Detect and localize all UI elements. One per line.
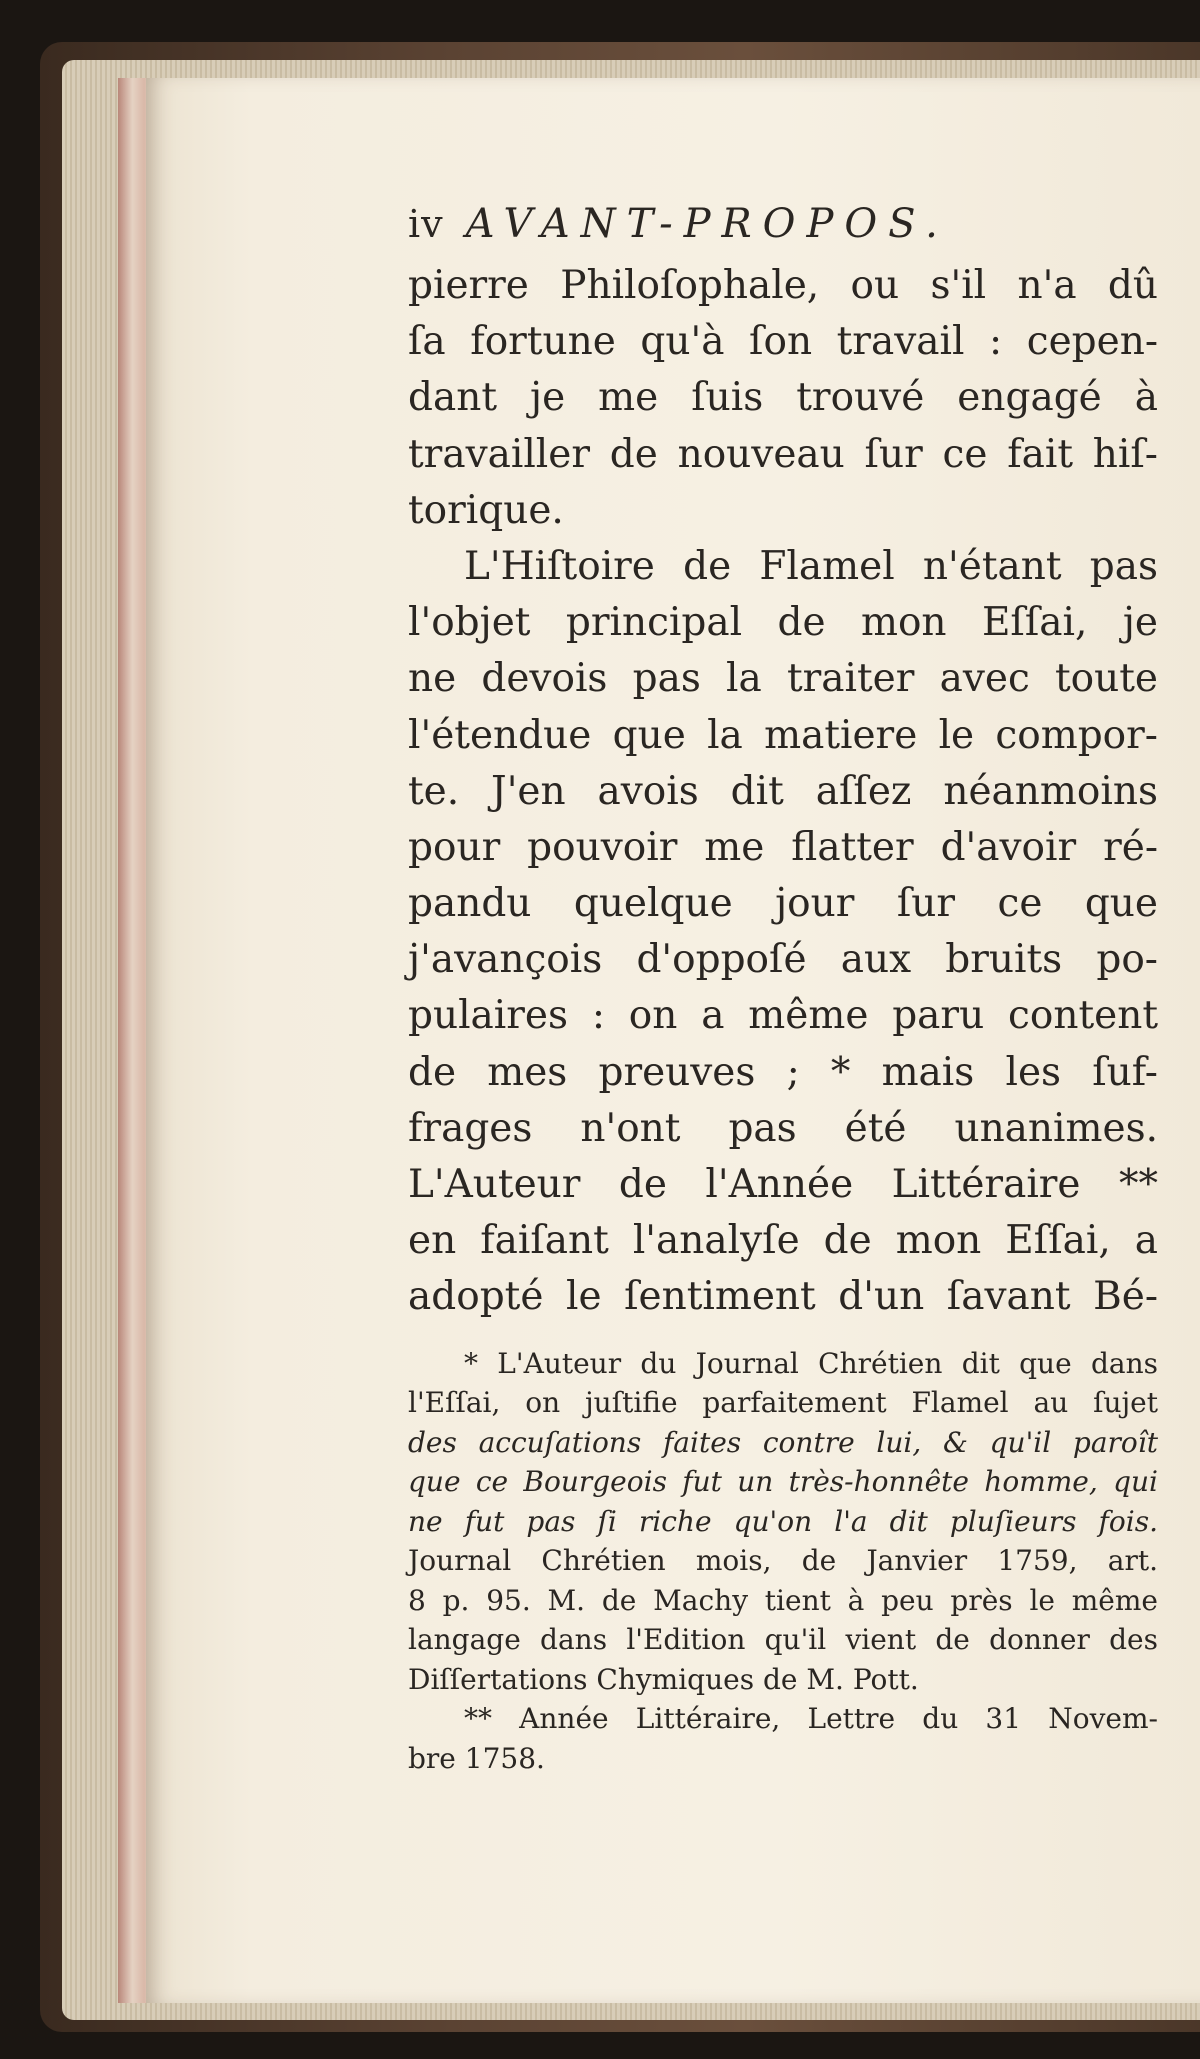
running-title: AVANT-PROPOS. [465, 201, 949, 247]
text-line: pour pouvoir me flatter d'avoir ré- [408, 824, 1158, 870]
page-content [408, 196, 1158, 1778]
page-header [408, 196, 1158, 256]
text-line: l'objet principal de mon Eſſai, je [408, 600, 1158, 646]
text-line: torique. [408, 487, 564, 533]
footnote-line: 8 p. 95. M. de Machy tient à peu près le même [408, 1583, 1158, 1617]
footnote-line: Journal Chrétien mois, de Janvier 1759, art. [408, 1544, 1158, 1578]
page-number: iv [408, 202, 444, 246]
text-line: en faiſant l'analyſe de mon Eſſai, a [408, 1218, 1158, 1264]
text-line: L'Hiſtoire de Flamel n'étant pas [464, 543, 1158, 589]
text-line: frages n'ont pas été unanimes. [408, 1105, 1158, 1151]
text-line: pierre Philoſophale, ou s'il n'a dû [408, 263, 1158, 308]
footnote-line: ne fut pas ſi riche qu'on l'a dit pluſieurs fois. [408, 1504, 1158, 1538]
text-line: de mes preuves ; * mais les ſuf- [408, 1049, 1158, 1095]
footnote-line: * L'Auteur du Journal Chrétien dit que dans [464, 1346, 1158, 1380]
body-text [408, 258, 1158, 1326]
footnote-line: l'Eſſai, on juſtifie parfaitement Flamel au ſujet [408, 1386, 1158, 1420]
text-line: dant je me ſuis trouvé engagé à [408, 375, 1158, 421]
footnote-line: Diſſertations Chymiques de M. Pott. [408, 1662, 919, 1696]
text-line: ſa fortune qu'à ſon travail : cepen- [408, 319, 1158, 365]
text-line: L'Auteur de l'Année Littéraire ** [408, 1162, 1158, 1207]
footnote-line: des accuſations faites contre lui, & qu'il paroît [408, 1425, 1158, 1459]
text-line: adopté le ſentiment d'un ſavant Bé- [408, 1274, 1158, 1320]
text-line: pandu quelque jour ſur ce que [408, 881, 1158, 927]
footnote-line: ** Année Littéraire, Lettre du 31 Novem- [464, 1702, 1158, 1736]
footnote-line: bre 1758. [408, 1741, 545, 1775]
text-line: j'avançois d'oppoſé aux bruits po- [408, 937, 1158, 983]
text-line: travailler de nouveau ſur ce fait hiſ- [408, 431, 1158, 477]
text-line: te. J'en avois dit aſſez néanmoins [408, 768, 1158, 814]
text-line: pulaires : on a même paru content [408, 993, 1158, 1039]
text-line: ne devois pas la traiter avec toute [408, 656, 1158, 702]
footnotes [408, 1344, 1158, 1779]
footnote-line: langage dans l'Edition qu'il vient de donner des [408, 1623, 1158, 1657]
footnote-line: que ce Bourgeois fut un très-honnête homme, qui [408, 1465, 1158, 1499]
text-line: l'étendue que la matiere le compor- [408, 712, 1158, 758]
